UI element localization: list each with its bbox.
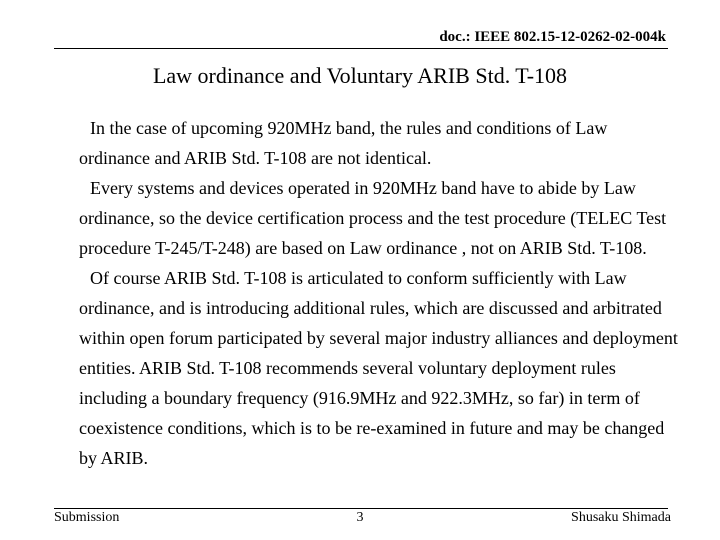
slide-body [79,113,679,473]
page-number: 3 [356,510,364,525]
footer-divider [54,508,668,509]
slide-title: Law ordinance and Voluntary ARIB Std. T-108 [152,63,568,88]
paragraph-1: In the case of upcoming 920MHz band, the rules and conditions of Law ordinance and ARIB Std. T-108 are not identical. [79,118,608,168]
footer-submission: Submission [54,510,120,525]
footer-author: Shusaku Shimada [571,510,671,525]
header-divider [54,48,668,49]
document-id: doc.: IEEE 802.15-12-0262-02-004k [439,29,666,45]
paragraph-2: Every systems and devices operated in 920MHz band have to abide by Law ordinance, so the device certification process and the test procedure (TELEC Test procedure T-245/T-248) are based on Law ordinance , not on ARIB Std. T-108. [79,178,667,258]
paragraph-3: Of course ARIB Std. T-108 is articulated to conform sufficiently with Law ordinance, and is introducing additional rules, which are discussed and arbitrated within open forum participated by several major industry alliances and deployment entities. ARIB Std. T-108 recommends several voluntary deployment rules including a boundary frequency (916.9MHz and 922.3MHz, so far) in term of coexistence conditions, which is to be re-examined in future and may be changed by ARIB. [79,268,678,468]
